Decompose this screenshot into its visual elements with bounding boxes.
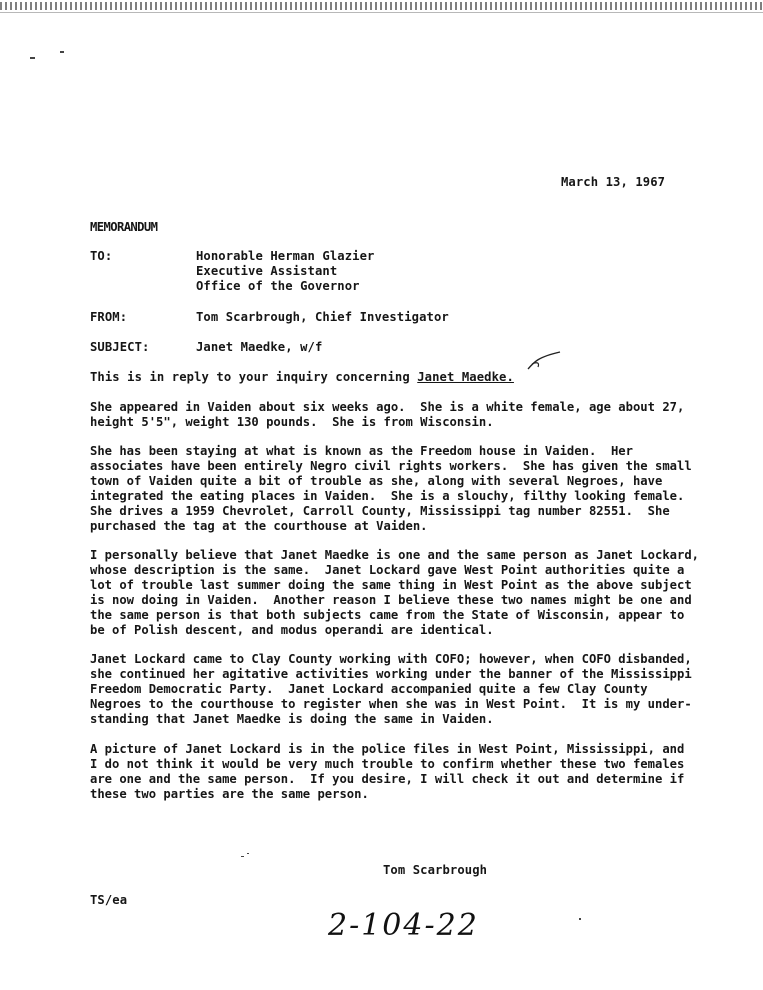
paragraph-line: integrated the eating places in Vaiden. She is a slouchy, filthy looking female.	[90, 489, 685, 503]
typist-initials: TS/ea	[90, 893, 128, 907]
paragraph-line: She appeared in Vaiden about six weeks ago. She is a white female, age about 27,	[90, 400, 685, 414]
paragraph-1	[90, 400, 684, 430]
paragraph-line: these two parties are the same person.	[90, 787, 369, 801]
paragraph-3	[90, 548, 699, 638]
paragraph-2	[90, 444, 692, 534]
scan-speck	[241, 856, 244, 857]
paragraph-line: standing that Janet Maedke is doing the same in Vaiden.	[90, 712, 494, 726]
from-label: FROM:	[90, 310, 128, 324]
paragraph-5	[90, 742, 684, 802]
paragraph-line: is now doing in Vaiden. Another reason I believe these two names might be one and	[90, 593, 692, 607]
handwritten-file-number: 2-104-22	[328, 908, 479, 943]
scan-speck	[247, 853, 249, 854]
intro-line	[90, 370, 514, 385]
paragraph-line: I do not think it would be very much trouble to confirm whether these two females	[90, 757, 685, 771]
scan-speck	[30, 57, 35, 59]
to-line-3: Office of the Governor	[196, 279, 360, 293]
perforated-edge	[0, 2, 763, 10]
intro-subject-name: Janet Maedke.	[417, 370, 514, 384]
paragraph-line: are one and the same person. If you desire, I will check it out and determine if	[90, 772, 685, 786]
scan-speck	[579, 918, 581, 920]
paragraph-line: Negroes to the courthouse to register when she was in West Point. It is my under-	[90, 697, 692, 711]
memo-date: March 13, 1967	[561, 175, 666, 189]
paragraph-line: I personally believe that Janet Maedke is one and the same person as Janet Lockard,	[90, 548, 700, 562]
subject-label: SUBJECT:	[90, 340, 150, 354]
paragraph-line: height 5'5", weight 130 pounds. She is from Wisconsin.	[90, 415, 494, 429]
paragraph-line: She drives a 1959 Chevrolet, Carroll County, Mississippi tag number 82551. She	[90, 504, 670, 518]
paragraph-line: She has been staying at what is known as the Freedom house in Vaiden. Her	[90, 444, 633, 458]
memo-type-heading: MEMORANDUM	[90, 220, 158, 234]
signature-name: Tom Scarbrough	[383, 863, 488, 877]
paragraph-line: be of Polish descent, and modus operandi are identical.	[90, 623, 494, 637]
perforation-line	[0, 12, 763, 13]
scan-speck	[60, 51, 64, 53]
paragraph-line: Janet Lockard came to Clay County working with COFO; however, when COFO disbanded,	[90, 652, 692, 666]
intro-text: This is in reply to your inquiry concerning	[90, 370, 418, 384]
paragraph-line: the same person is that both subjects came from the State of Wisconsin, appear to	[90, 608, 685, 622]
to-line-1: Honorable Herman Glazier	[196, 249, 375, 263]
pen-check-mark	[526, 350, 562, 372]
paragraph-line: town of Vaiden quite a bit of trouble as she, along with several Negroes, have	[90, 474, 663, 488]
from-value: Tom Scarbrough, Chief Investigator	[196, 310, 449, 324]
paragraph-line: purchased the tag at the courthouse at Vaiden.	[90, 519, 428, 533]
subject-value: Janet Maedke, w/f	[196, 340, 323, 354]
paragraph-line: associates have been entirely Negro civil rights workers. She has given the small	[90, 459, 692, 473]
paragraph-line: A picture of Janet Lockard is in the police files in West Point, Mississippi, and	[90, 742, 685, 756]
paragraph-4	[90, 652, 692, 727]
paragraph-line: whose description is the same. Janet Lockard gave West Point authorities quite a	[90, 563, 685, 577]
to-line-2: Executive Assistant	[196, 264, 338, 278]
to-label: TO:	[90, 249, 113, 263]
paragraph-line: lot of trouble last summer doing the same thing in West Point as the above subject	[90, 578, 692, 592]
paragraph-line: Freedom Democratic Party. Janet Lockard accompanied quite a few Clay County	[90, 682, 648, 696]
paragraph-line: she continued her agitative activities working under the banner of the Mississippi	[90, 667, 692, 681]
